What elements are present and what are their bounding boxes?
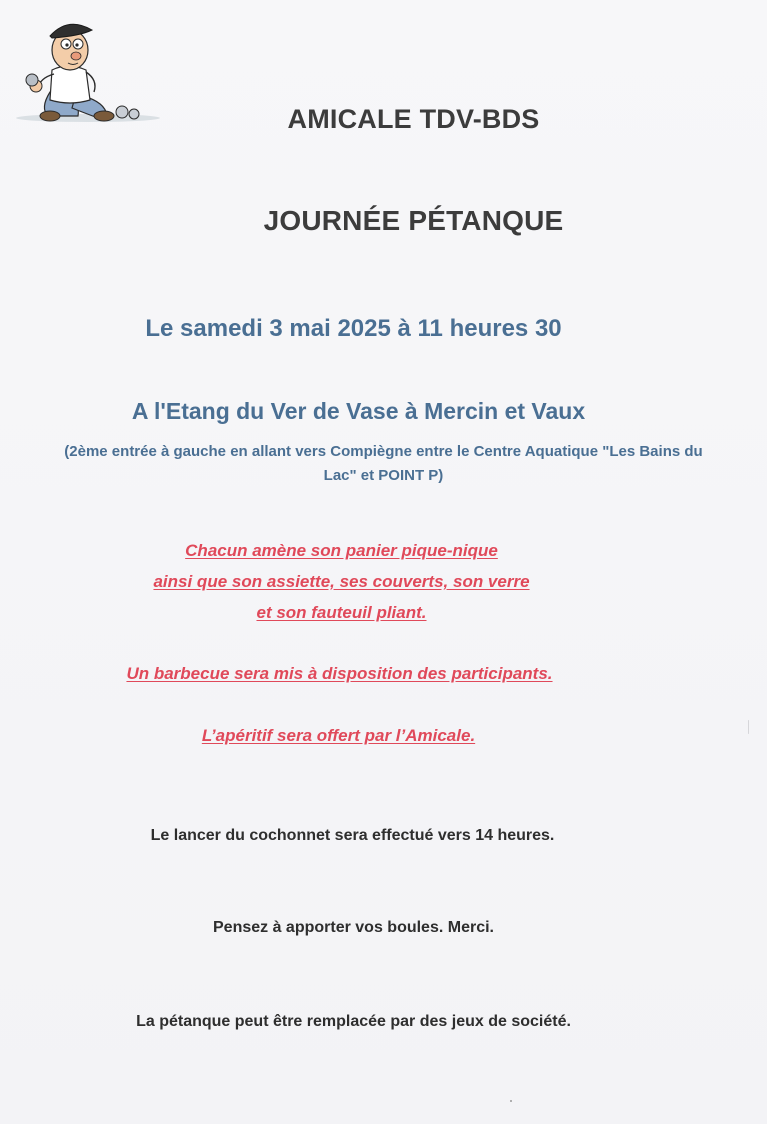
note-aperitif: L’apéritif sera offert par l’Amicale. [201, 726, 476, 745]
directions-line-1: (2ème entrée à gauche en allant vers Compiègne entre le Centre Aquatique "Les Bains du [64, 443, 703, 460]
paper-speck [510, 1100, 512, 1102]
note-barbecue: Un barbecue sera mis à disposition des participants. [126, 664, 553, 683]
info-cochonnet: Le lancer du cochonnet sera effectué vers 14 heures. [150, 827, 555, 844]
note-tableware: ainsi que son assiette, ses couverts, son verre [153, 572, 530, 591]
location-directions [0, 440, 767, 488]
directions-line-2: Lac" et POINT P) [323, 467, 444, 484]
note-picnic: Chacun amène son panier pique-nique [185, 541, 498, 560]
info-games: La pétanque peut être remplacée par des jeux de société. [136, 1013, 571, 1030]
event-location: A l'Etang du Ver de Vase à Mercin et Vaux [131, 398, 586, 424]
note-chair: et son fauteuil pliant. [256, 603, 427, 622]
event-date: Le samedi 3 mai 2025 à 11 heures 30 [145, 315, 562, 342]
event-title: JOURNÉE PÉTANQUE [263, 205, 564, 236]
association-title: AMICALE TDV-BDS [287, 104, 540, 134]
info-boules: Pensez à apporter vos boules. Merci. [213, 919, 494, 936]
paper-fold-mark [748, 720, 749, 734]
